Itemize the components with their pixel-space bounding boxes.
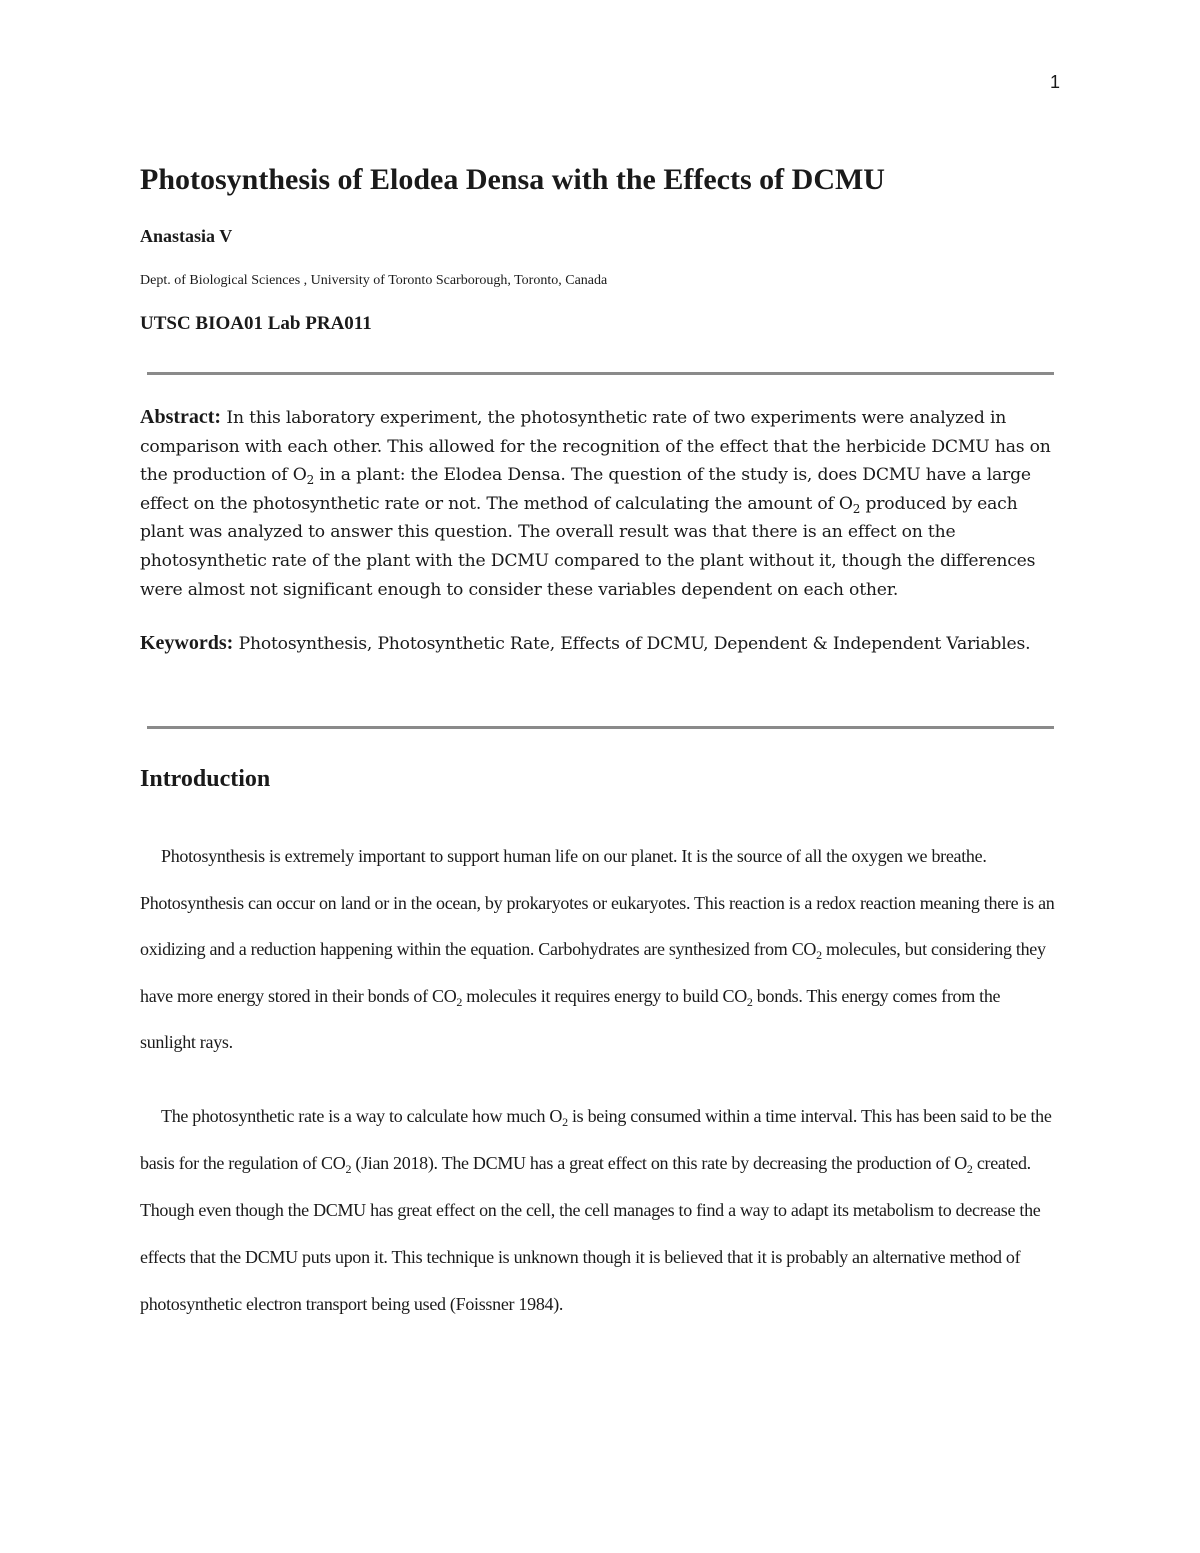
subscript: 2 [456,994,463,1009]
subscript: 2 [966,1162,973,1176]
introduction-paragraph-1 [140,833,1058,1066]
paragraph-text: is being consumed within a time interval. This has been said to be the basis for the regulation of CO [140,1106,1052,1173]
keywords [140,629,1055,660]
subscript: 2 [852,501,861,516]
introduction-heading: Introduction [140,766,271,792]
subscript: 2 [345,1162,352,1176]
page-number: 1 [1049,72,1060,92]
author-name: Anastasia V [140,226,233,246]
abstract-text: in a plant: the Elodea Densa. The question of the study is, does DCMU have a large effect on the photosynthetic rate or not. The method of calculating the amount of O [140,465,1031,514]
subscript: 2 [306,473,315,488]
abstract-text: In this laboratory experiment, the photosynthetic rate of two experiments were analyzed in comparison with each other. This allowed for the recognition of the effect that the herbicide DCMU has on the production of O [140,408,1051,486]
abstract [140,403,1055,604]
keywords-label: Keywords: [140,632,234,654]
abstract-label: Abstract: [140,406,222,428]
paragraph-text: The photosynthetic rate is a way to calculate how much O [161,1106,563,1126]
paragraph-text: created. Though even though the DCMU has great effect on the cell, the cell manages to find a way to adapt its metabolism to decrease the effects that the DCMU puts upon it. This technique is unknown though it is believed that it is probably an alternative method of photosynthetic electron transport being used (Foissner 1984). [140,1153,1041,1314]
subscript: 2 [562,1115,568,1129]
author-affiliation: Dept. of Biological Sciences , University of Toronto Scarborough, Toronto, Canada [140,273,608,288]
paper-title: Photosynthesis of Elodea Densa with the Effects of DCMU [140,163,885,196]
abstract-text: produced by each plant was analyzed to answer this question. The overall result was that there is an effect on the photosynthetic rate of the plant with the DCMU compared to the plant without it, though the differences were almost not significant enough to consider these variables dependent on each other. [140,493,1036,600]
paragraph-text: (Jian 2018). The DCMU has a great effect on this rate by decreasing the production of O [351,1153,967,1173]
paragraph-text: molecules, but considering they have more energy stored in their bonds of CO [140,939,1046,1006]
divider-top [147,372,1054,375]
subscript: 2 [746,994,753,1009]
paragraph-text: Photosynthesis is extremely important to support human life on our planet. It is the source of all the oxygen we breathe. Photosynthesis can occur on land or in the ocean, by prokaryotes or eukaryotes. This reaction is a redox reaction meaning there is an oxidizing and a reduction happening within the equation. Carbohydrates are synthesized from CO [140,846,1055,959]
paragraph-text: bonds. This energy comes from the sunlight rays. [140,985,1001,1052]
divider-bottom [147,726,1054,729]
paragraph-text: molecules it requires energy to build CO [462,985,747,1006]
subscript: 2 [816,948,822,962]
keywords-text: Photosynthesis, Photosynthetic Rate, Effects of DCMU, Dependent & Independent Variables. [233,634,1031,654]
introduction-paragraph-2 [140,1093,1058,1328]
course-code: UTSC BIOA01 Lab PRA011 [140,313,372,334]
